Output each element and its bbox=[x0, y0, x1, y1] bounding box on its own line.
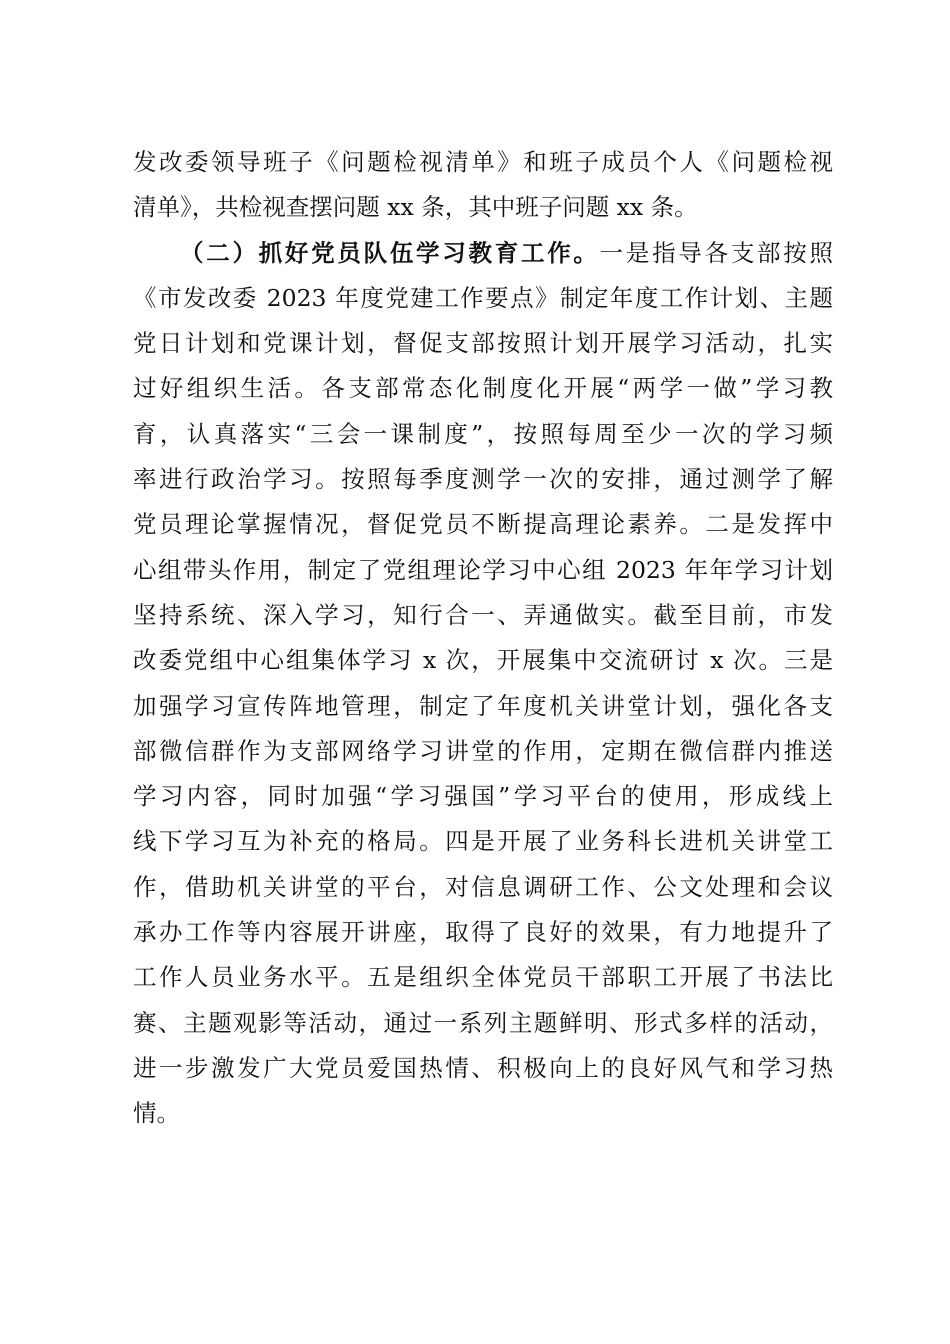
paragraph-line: 承办工作等内容展开讲座，取得了良好的效果，有力地提升了 bbox=[133, 918, 833, 947]
paragraph-line: 党员理论掌握情况，督促党员不断提高理论素养。二是发挥中 bbox=[133, 510, 833, 539]
paragraph-first-line bbox=[133, 231, 833, 276]
section-heading: （二）抓好党员队伍学习教育工作。 bbox=[180, 238, 600, 267]
paragraph-line: 部微信群作为支部网络学习讲堂的作用，定期在微信群内推送 bbox=[133, 736, 833, 765]
paragraph-line: 发改委领导班子《问题检视清单》和班子成员个人《问题检视 bbox=[133, 148, 833, 176]
paragraph-line: 进一步激发广大党员爱国热情、积极向上的良好风气和学习热 bbox=[133, 1053, 833, 1082]
paragraph-line: 党日计划和党课计划，督促支部按照计划开展学习活动，扎实 bbox=[133, 329, 833, 358]
paragraph-line: 《市发改委 2023 年度党建工作要点》制定年度工作计划、主题 bbox=[133, 283, 833, 312]
paragraph-line: 育，认真落实“三会一课制度”，按照每周至少一次的学习频 bbox=[133, 419, 833, 448]
paragraph-line: 坚持系统、深入学习，知行合一、弄通做实。截至目前，市发 bbox=[133, 600, 833, 629]
paragraph-line: 改委党组中心组集体学习 x 次，开展集中交流研讨 x 次。三是 bbox=[133, 646, 833, 675]
paragraph-line: 心组带头作用，制定了党组理论学习中心组 2023 年年学习计划 bbox=[133, 555, 833, 584]
paragraph-line: 工作人员业务水平。五是组织全体党员干部职工开展了书法比 bbox=[133, 963, 833, 992]
body-text bbox=[133, 140, 833, 1137]
paragraph-line: 率进行政治学习。按照每季度测学一次的安排，通过测学了解 bbox=[133, 465, 833, 494]
paragraph-line: 过好组织生活。各支部常态化制度化开展“两学一做”学习教 bbox=[133, 374, 833, 403]
paragraph-line: 作，借助机关讲堂的平台，对信息调研工作、公文处理和会议 bbox=[133, 872, 833, 901]
paragraph-line: 加强学习宣传阵地管理，制定了年度机关讲堂计划，强化各支 bbox=[133, 691, 833, 720]
paragraph-line: 赛、主题观影等活动，通过一系列主题鲜明、形式多样的活动， bbox=[133, 1008, 833, 1037]
paragraph-text: 一是指导各支部按照 bbox=[599, 238, 834, 267]
paragraph-line: 学习内容，同时加强“学习强国”学习平台的使用，形成线上 bbox=[133, 782, 833, 811]
paragraph-last-line: 情。 bbox=[133, 1099, 180, 1128]
paragraph-line: 清单》，共检视查摆问题 xx 条，其中班子问题 xx 条。 bbox=[133, 193, 698, 222]
paragraph-line: 线下学习互为补充的格局。四是开展了业务科长进机关讲堂工 bbox=[133, 827, 833, 856]
